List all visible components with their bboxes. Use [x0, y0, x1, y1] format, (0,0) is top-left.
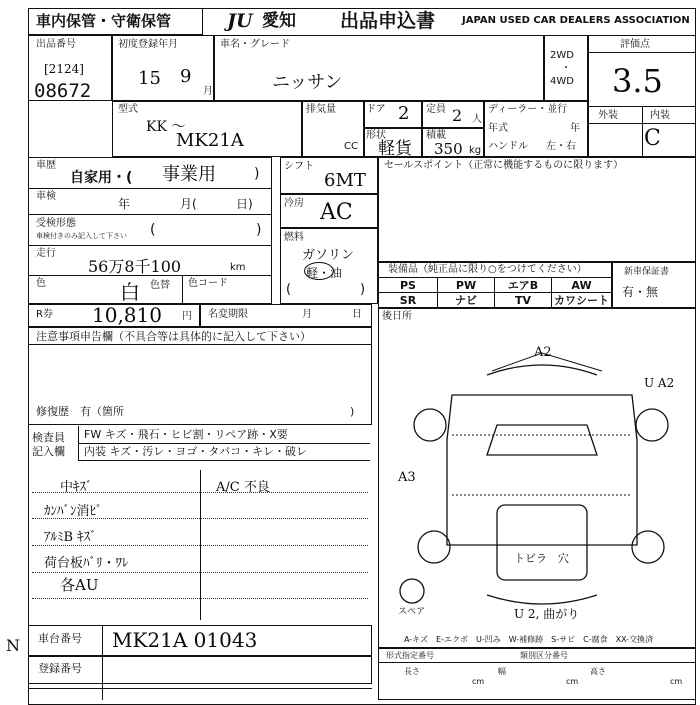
acceptance-note: 車検付きのみ記入して下さい	[36, 232, 127, 240]
capacity-unit: 人	[472, 114, 482, 125]
color-change-label: 色替	[150, 280, 170, 291]
acceptance-close: )	[256, 222, 262, 238]
history-value: 自家用・(	[70, 170, 133, 186]
equip-leather-seat: カワシート	[551, 292, 612, 308]
dealer-handle-opts: 左・右	[546, 141, 576, 152]
acceptance-label: 受検形態	[36, 218, 76, 229]
drive-sep: ・	[561, 63, 571, 74]
diagram-a3: A3	[398, 470, 416, 485]
score-label: 評価点	[620, 39, 650, 50]
capacity-value: 2	[452, 106, 463, 125]
diagram-windshield	[487, 425, 597, 455]
inspector-label: 検査員	[32, 431, 65, 444]
sales-point-box	[378, 157, 696, 262]
interior-value: C	[644, 126, 661, 151]
lot-label: 出品番号	[36, 39, 76, 50]
equip-navi: ナビ	[437, 292, 495, 308]
mileage-value: 56万8千100	[88, 257, 182, 276]
fuel-value: ガソリン	[302, 248, 355, 263]
width-label: 幅	[498, 667, 506, 676]
registration-month-unit: 月	[203, 86, 213, 97]
repair-label: 修復歴 有（箇所	[36, 405, 124, 418]
displacement-label: 排気量	[306, 104, 336, 115]
registration-year: 15	[138, 68, 161, 89]
capacity-label: 定員	[426, 104, 446, 115]
doors-label: ドア	[366, 104, 386, 115]
acceptance-open: (	[150, 222, 156, 238]
fuel-circle	[304, 262, 334, 280]
equip-ps: PS	[378, 277, 438, 293]
exterior-label: 外装	[598, 110, 618, 121]
ac-value: AC	[320, 200, 353, 225]
shaken-day: 日)	[236, 197, 253, 211]
name-change-day: 日	[352, 309, 362, 320]
history-label: 車歴	[36, 160, 56, 171]
diagram-bed	[497, 505, 587, 580]
sales-point-label: セールスポイント（正常に機能するものに限ります）	[384, 160, 624, 171]
equip-pw: PW	[437, 277, 495, 293]
history-handwritten: 事業用	[162, 164, 216, 185]
remark-2: ｶﾝﾊﾞﾝ消ﾋﾟ	[44, 504, 103, 519]
assoc-name: JAPAN USED CAR DEALERS ASSOCIATION	[462, 15, 690, 26]
length-unit: cm	[472, 677, 485, 686]
width-unit: cm	[566, 677, 579, 686]
score-value: 3.5	[612, 62, 663, 100]
diagram-bed-note: トビラ 穴	[514, 552, 569, 565]
legend: A-キズ E-エクボ U-凹み W-補修跡 S-サビ C-腐食 XX-交換済	[404, 635, 654, 644]
recycle-value: 10,810	[92, 303, 162, 327]
interior-label: 内装	[650, 110, 670, 121]
ju-logo: JU	[227, 10, 253, 32]
load-unit: kg	[469, 145, 482, 156]
drive-2wd: 2WD	[550, 50, 574, 61]
type-label: 型式	[118, 104, 138, 115]
shaken-year: 年	[118, 197, 131, 211]
inspector-row1: FW キズ・飛石・ヒビ割・リペア跡・X要	[84, 428, 288, 441]
name-change-label: 名変期限	[208, 309, 248, 320]
name-change-month: 月	[302, 309, 312, 320]
form-title: 出品申込書	[340, 10, 436, 32]
diagram-cab-outline	[447, 395, 637, 545]
doors-value: 2	[398, 103, 410, 124]
diagram-wheel-rl	[418, 531, 450, 563]
recycle-label: R券	[36, 309, 53, 320]
type-value-1: KK ～	[146, 119, 186, 135]
reg-no-label: 登録番号	[38, 662, 82, 675]
diagram-rear-bumper	[487, 595, 597, 604]
dealer-handle-label: ハンドル	[488, 141, 528, 152]
ac-label: 冷房	[284, 198, 304, 209]
equip-airbag: エアB	[494, 277, 552, 293]
warranty-opts: 有・無	[622, 285, 659, 299]
later-date-label: 後日所	[382, 311, 412, 322]
color-value: 白	[120, 280, 140, 304]
margin-mark: N	[6, 636, 20, 655]
inspector-label-2: 記入欄	[32, 445, 65, 458]
diagram-wheel-fl	[414, 409, 446, 441]
diagram-wheel-rr	[632, 531, 664, 563]
notes-label: 注意事項申告欄（不具合等は具体的に記入して下さい）	[36, 330, 311, 343]
diagram-spare-label: スペア	[398, 607, 426, 617]
lot-bracket: [2124]	[44, 62, 84, 76]
spec-label: 形式指定番号	[386, 651, 434, 660]
shift-label: シフト	[284, 161, 314, 172]
color-label: 色	[36, 278, 46, 289]
model-label: 車名・グレード	[220, 39, 290, 50]
shape-value: 軽貨	[378, 139, 412, 159]
displacement-unit: CC	[344, 141, 358, 152]
remark-aside: A/C 不良	[216, 480, 270, 495]
recycle-unit: 円	[182, 311, 192, 322]
registration-month: 9	[180, 66, 192, 87]
remark-5: 各AU	[60, 576, 99, 594]
dealer-year-unit: 年	[570, 123, 580, 134]
inspector-row2: 内装 キズ・汚レ・ヨゴ・タバコ・キレ・破レ	[84, 445, 308, 458]
remark-1: 中ｷｽﾞ	[60, 480, 93, 495]
diagram-a2-top: A2	[534, 345, 552, 360]
dealer-year-label: 年式	[488, 123, 508, 134]
shape-label: 形状	[366, 130, 386, 141]
color-code-label: 色コード	[188, 278, 228, 289]
mileage-label: 走行	[36, 248, 56, 259]
mileage-unit: km	[230, 262, 246, 273]
org-name: 愛知	[262, 11, 296, 31]
drive-4wd: 4WD	[550, 76, 574, 87]
dealer-label: ディーラー・並行	[488, 104, 568, 115]
equip-tv: TV	[494, 292, 552, 308]
diagram-bottom-note: U 2, 曲がり	[514, 607, 580, 621]
registration-label: 初度登録年月	[118, 39, 178, 50]
fuel-close: )	[360, 282, 366, 297]
remark-3: ｱﾙﾐB ｷｽﾞ	[44, 530, 97, 545]
height-unit: cm	[670, 677, 683, 686]
fuel-label: 燃料	[284, 232, 304, 243]
load-label: 積載	[426, 130, 446, 141]
chassis-label: 車台番号	[38, 632, 82, 645]
diagram-spare-wheel	[400, 579, 424, 603]
chassis-value: MK21A 01043	[112, 628, 258, 652]
warranty-label: 新車保証書	[624, 267, 670, 277]
model-value: ニッサン	[272, 72, 343, 93]
diagram-wheel-fr	[636, 409, 668, 441]
shaken-label: 車検	[36, 191, 56, 202]
equipment-label: 装備品（純正品に限り○をつけてください）	[388, 264, 587, 275]
length-label: 長さ	[404, 667, 420, 676]
storage-label: 車内保管・守衛保管	[36, 12, 172, 30]
type-value-2: MK21A	[176, 130, 244, 151]
shift-value: 6MT	[324, 170, 366, 191]
diagram-ua2: U A2	[644, 376, 675, 390]
fuel-alt: 軽・油	[306, 266, 343, 280]
shaken-month: 月(	[180, 197, 197, 211]
lot-number: 08672	[34, 80, 92, 102]
history-close: )	[254, 166, 260, 182]
load-value: 350	[434, 140, 463, 158]
fuel-open: (	[286, 282, 292, 297]
remark-4: 荷台板ﾊﾞﾘ・ﾜﾚ	[44, 556, 129, 571]
cat-label: 類別区分番号	[520, 651, 568, 660]
equip-sr: SR	[378, 292, 438, 308]
equip-aw: AW	[551, 277, 612, 293]
height-label: 高さ	[590, 667, 606, 676]
repair-close: )	[350, 405, 355, 418]
